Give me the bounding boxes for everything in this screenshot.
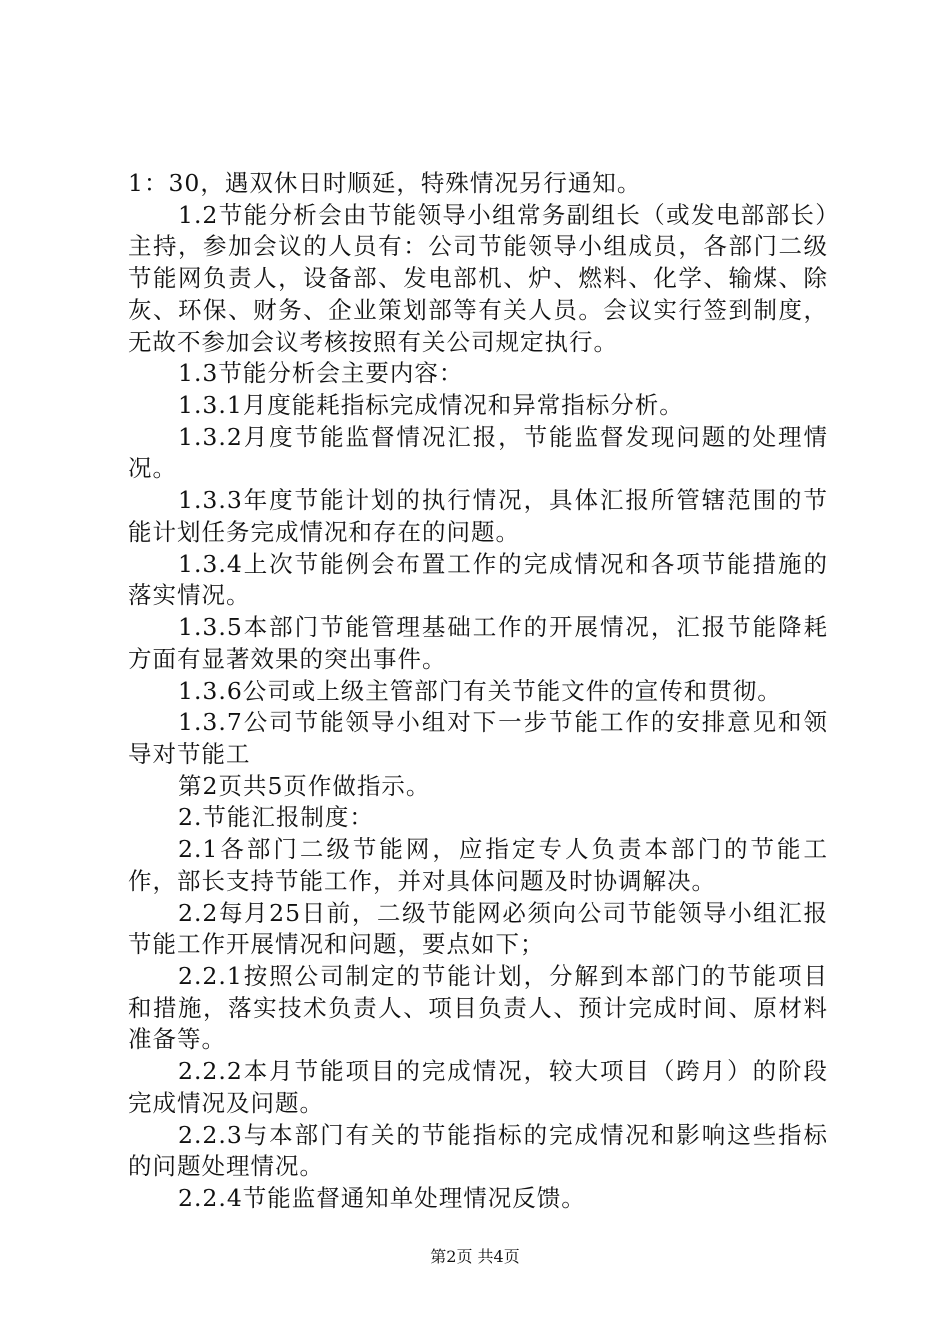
paragraph: 2.2.4节能监督通知单处理情况反馈。 — [178, 1184, 586, 1212]
paragraph: 2.2.3与本部门有关的节能指标的完成情况和影响这些指标的问题处理情况。 — [128, 1120, 828, 1181]
paragraph: 2.2.2本月节能项目的完成情况，较大项目（跨月）的阶段完成情况及问题。 — [128, 1057, 828, 1117]
paragraph: 1.3.7公司节能领导小组对下一步节能工作的安排意见和领导对节能工 — [128, 708, 828, 768]
paragraph: 1.3.2月度节能监督情况汇报，节能监督发现问题的处理情况。 — [128, 422, 828, 483]
paragraph: 1.3.3年度节能计划的执行情况，具体汇报所管辖范围的节能计划任务完成情况和存在的问题。 — [128, 486, 828, 546]
paragraph: 2.2.1按照公司制定的节能计划，分解到本部门的节能项目和措施，落实技术负责人、项目负责人、预计完成时间、原材料准备等。 — [128, 961, 828, 1054]
paragraph: 1.3.6公司或上级主管部门有关节能文件的宣传和贯彻。 — [178, 676, 782, 705]
paragraph: 第2页共5页作做指示。 — [178, 771, 431, 800]
paragraph: 2.1各部门二级节能网，应指定专人负责本部门的节能工作，部长支持节能工作，并对具体问题及时协调解决。 — [128, 835, 828, 895]
paragraph: 1.3.1月度能耗指标完成情况和异常指标分析。 — [178, 391, 684, 420]
document-body — [128, 168, 828, 1215]
paragraph: 1.3节能分析会主要内容： — [178, 359, 464, 388]
paragraph: 1.3.5本部门节能管理基础工作的开展情况，汇报节能降耗方面有显著效果的突出事件。 — [128, 613, 828, 673]
paragraph: 2.节能汇报制度： — [178, 803, 374, 832]
paragraph: 1.2节能分析会由节能领导小组常务副组长（或发电部部长）主持，参加会议的人员有：公司节能领导小组成员，各部门二级节能网负责人，设备部、发电部机、炉、燃料、化学、输煤、除灰、环保、财务、企业策划部等有关人员。会议实行签到制度，无故不参加会议考核按照有关公司规定执行。 — [128, 200, 828, 356]
paragraph: 2.2每月25日前，二级节能网必须向公司节能领导小组汇报节能工作开展情况和问题，要点如下； — [128, 898, 828, 959]
paragraph: 1.3.4上次节能例会布置工作的完成情况和各项节能措施的落实情况。 — [128, 549, 828, 610]
page-footer: 第2页 共4页 — [430, 1247, 520, 1266]
paragraph: 1：30，遇双休日时顺延，特殊情况另行通知。 — [128, 169, 642, 197]
